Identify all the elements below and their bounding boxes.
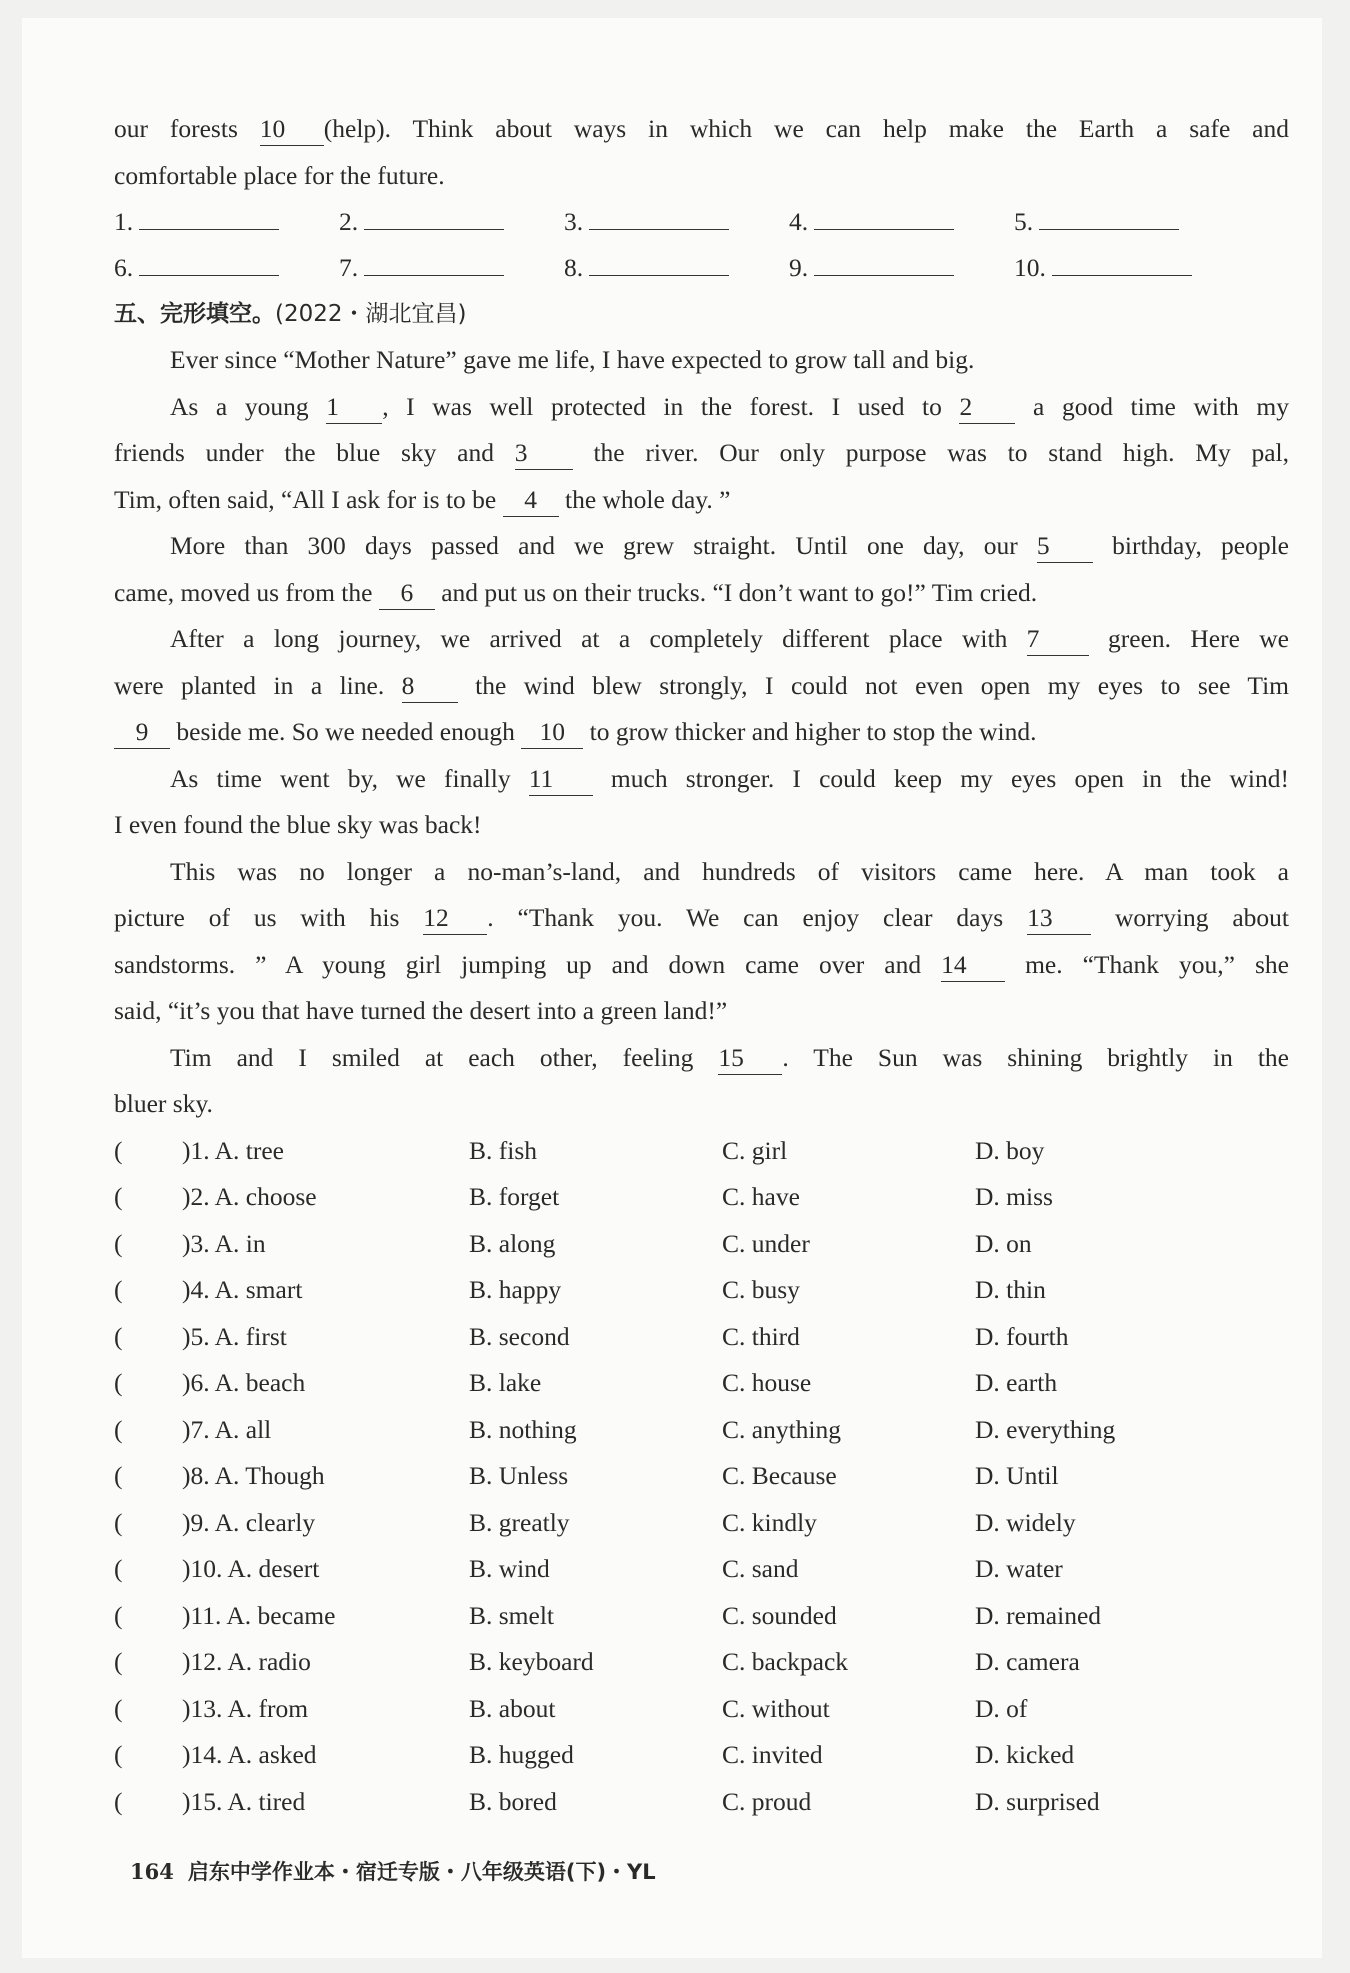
- answer-paren[interactable]: (: [114, 1228, 123, 1258]
- answer-paren[interactable]: (: [114, 1507, 123, 1537]
- option-c: C. third: [722, 1321, 800, 1351]
- answer-line[interactable]: [139, 274, 279, 276]
- question-row: [114, 1779, 1289, 1826]
- option-b: B. along: [469, 1228, 556, 1258]
- text-line: friends under the blue sky and 3 the river. Our only purpose was to stand high. My pal,: [114, 430, 1289, 477]
- option-d: D. thin: [975, 1275, 1046, 1304]
- answer-blank: 5: [1037, 531, 1093, 563]
- question-row: [114, 1267, 1289, 1314]
- option-c: C. invited: [722, 1740, 823, 1769]
- option-c: C. girl: [722, 1135, 788, 1165]
- question-row: [114, 1360, 1289, 1407]
- text-line: came, moved us from the 6 and put us on their trucks. “I don’t want to go!” Tim cried.: [114, 570, 1289, 617]
- option-d: D. earth: [975, 1368, 1058, 1397]
- answer-blank: 10: [260, 114, 324, 146]
- answer-grid: [114, 199, 1289, 291]
- question-row: [114, 1500, 1289, 1547]
- option-c: C. under: [722, 1228, 810, 1258]
- text-line: Ever since “Mother Nature” gave me life, I have expected to grow tall and big.: [170, 345, 975, 374]
- option-d: D. fourth: [975, 1321, 1069, 1351]
- answer-line[interactable]: [1039, 228, 1179, 230]
- option-a: )11. A. became: [182, 1600, 336, 1630]
- answer-paren[interactable]: (: [114, 1740, 123, 1769]
- answer-blank: 6: [379, 578, 435, 610]
- answer-blank: 1: [326, 392, 382, 424]
- answer-line[interactable]: [1052, 274, 1192, 276]
- answer-line[interactable]: [139, 228, 279, 230]
- text-line: were planted in a line. 8 the wind blew strongly, I could not even open my eyes to see Tim: [114, 663, 1289, 710]
- option-a: )9. A. clearly: [182, 1507, 316, 1537]
- section-heading: 五、完形填空。(2022・湖北宜昌): [114, 301, 467, 327]
- answer-blank: 10: [521, 717, 583, 749]
- answer-row: [114, 199, 1289, 245]
- answer-line[interactable]: [364, 228, 504, 230]
- option-c: C. Because: [722, 1461, 837, 1490]
- answer-line[interactable]: [364, 274, 504, 276]
- answer-blank: 15: [718, 1043, 782, 1075]
- option-a: )14. A. asked: [182, 1740, 317, 1769]
- option-c: C. anything: [722, 1414, 841, 1444]
- answer-blank: 13: [1027, 903, 1091, 935]
- answer-cell[interactable]: 7.: [339, 245, 564, 292]
- answer-blank: 11: [529, 764, 593, 796]
- question-row: [114, 1453, 1289, 1500]
- answer-paren[interactable]: (: [114, 1135, 123, 1165]
- text-line: picture of us with his 12 . “Thank you. We can enjoy clear days 13 worrying about: [114, 895, 1289, 942]
- option-b: B. fish: [469, 1135, 538, 1165]
- option-d: D. boy: [975, 1135, 1045, 1165]
- question-row: [114, 1732, 1289, 1779]
- option-c: C. proud: [722, 1786, 812, 1816]
- text-line: This was no longer a no-man’s-land, and hundreds of visitors came here. A man took a: [170, 856, 1289, 886]
- question-row: [114, 1686, 1289, 1733]
- page-content: [114, 106, 1289, 1825]
- option-a: )12. A. radio: [182, 1647, 311, 1676]
- option-a: )10. A. desert: [182, 1554, 320, 1583]
- answer-paren[interactable]: (: [114, 1321, 123, 1351]
- answer-blank: 2: [959, 392, 1015, 424]
- option-a: )7. A. all: [182, 1414, 272, 1444]
- option-b: B. greatly: [469, 1507, 570, 1537]
- answer-paren[interactable]: (: [114, 1368, 123, 1397]
- option-c: C. without: [722, 1693, 830, 1723]
- option-d: D. miss: [975, 1182, 1053, 1211]
- option-c: C. kindly: [722, 1507, 817, 1537]
- answer-blank: 4: [503, 485, 559, 517]
- option-b: B. bored: [469, 1786, 557, 1816]
- text-line: I even found the blue sky was back!: [114, 810, 482, 839]
- answer-blank: 12: [423, 903, 487, 935]
- option-d: D. Until: [975, 1461, 1059, 1490]
- option-d: D. widely: [975, 1507, 1076, 1537]
- text-line: As a young 1 , I was well protected in the forest. I used to 2 a good time with my: [114, 384, 1289, 431]
- answer-paren[interactable]: (: [114, 1600, 123, 1630]
- page-footer: [130, 1856, 656, 1886]
- answer-cell[interactable]: 4.: [789, 199, 1014, 246]
- option-d: D. remained: [975, 1600, 1102, 1630]
- option-a: )2. A. choose: [182, 1182, 317, 1211]
- question-row: [114, 1546, 1289, 1593]
- text-line: Tim and I smiled at each other, feeling 15 . The Sun was shining brightly in the: [114, 1035, 1289, 1082]
- option-b: B. wind: [469, 1554, 550, 1583]
- question-row: [114, 1639, 1289, 1686]
- option-d: D. everything: [975, 1414, 1116, 1444]
- text-line: More than 300 days passed and we grew straight. Until one day, our 5 birthday, people: [114, 523, 1289, 570]
- option-d: D. camera: [975, 1647, 1080, 1676]
- answer-paren[interactable]: (: [114, 1275, 123, 1304]
- answer-blank: 8: [402, 671, 458, 703]
- answer-blank: 14: [941, 950, 1005, 982]
- option-b: B. Unless: [469, 1461, 569, 1490]
- question-row: [114, 1407, 1289, 1454]
- option-b: B. forget: [469, 1182, 560, 1211]
- option-d: D. on: [975, 1228, 1032, 1258]
- text-line: said, “it’s you that have turned the desert into a green land!”: [114, 996, 728, 1025]
- text-line: 9 beside me. So we needed enough 10 to grow thicker and higher to stop the wind.: [114, 709, 1289, 756]
- answer-paren[interactable]: (: [114, 1414, 123, 1444]
- text-line: sandstorms. ” A young girl jumping up and down came over and 14 me. “Thank you,” she: [114, 942, 1289, 989]
- answer-paren[interactable]: (: [114, 1647, 123, 1676]
- answer-blank: 7: [1027, 624, 1089, 656]
- question-row: [114, 1174, 1289, 1221]
- option-c: C. house: [722, 1368, 812, 1397]
- answer-line[interactable]: [814, 274, 954, 276]
- answer-cell[interactable]: 2.: [339, 199, 564, 246]
- option-a: )1. A. tree: [182, 1135, 284, 1165]
- answer-cell[interactable]: 10.: [1014, 245, 1239, 292]
- option-b: B. hugged: [469, 1740, 574, 1769]
- option-a: )6. A. beach: [182, 1368, 306, 1397]
- answer-blank: 3: [515, 438, 573, 470]
- option-a: )3. A. in: [182, 1228, 266, 1258]
- option-a: )8. A. Though: [182, 1461, 325, 1490]
- page-number: 164: [130, 1859, 174, 1884]
- text-line: After a long journey, we arrived at a completely different place with 7 green. Here we: [114, 616, 1289, 663]
- answer-blank: 9: [114, 717, 170, 749]
- option-b: B. keyboard: [469, 1647, 594, 1676]
- option-c: C. sand: [722, 1554, 799, 1583]
- cloze-passage: [114, 337, 1289, 1128]
- answer-cell[interactable]: 3.: [564, 199, 789, 246]
- option-c: C. backpack: [722, 1647, 849, 1676]
- answer-cell[interactable]: 1.: [114, 199, 339, 246]
- option-d: D. surprised: [975, 1786, 1100, 1816]
- text-line: bluer sky.: [114, 1089, 213, 1118]
- answer-cell[interactable]: 9.: [789, 245, 1014, 292]
- option-b: B. nothing: [469, 1414, 577, 1444]
- option-d: D. water: [975, 1554, 1063, 1583]
- question-list: [114, 1128, 1289, 1826]
- option-b: B. lake: [469, 1368, 542, 1397]
- answer-paren[interactable]: (: [114, 1554, 123, 1583]
- worksheet-page: [22, 18, 1322, 1958]
- book-title: 启东中学作业本・宿迁专版・八年级英语(下)・YL: [187, 1860, 656, 1884]
- option-a: )4. A. smart: [182, 1275, 303, 1304]
- answer-cell[interactable]: 6.: [114, 245, 339, 292]
- text-line: our forests 10 (help). Think about ways in which we can help make the Earth a safe and: [114, 106, 1289, 153]
- option-c: C. busy: [722, 1275, 800, 1304]
- answer-line[interactable]: [589, 274, 729, 276]
- answer-paren[interactable]: (: [114, 1461, 123, 1490]
- option-a: )5. A. first: [182, 1321, 287, 1351]
- option-a: )15. A. tired: [182, 1786, 306, 1816]
- answer-cell[interactable]: 5.: [1014, 199, 1239, 246]
- text-line: Tim, often said, “All I ask for is to be 4 the whole day. ”: [114, 477, 1289, 524]
- question-row: [114, 1221, 1289, 1268]
- answer-paren[interactable]: (: [114, 1786, 123, 1816]
- option-c: C. sounded: [722, 1600, 837, 1630]
- text-line: comfortable place for the future.: [114, 160, 445, 190]
- answer-paren[interactable]: (: [114, 1182, 123, 1211]
- option-d: D. kicked: [975, 1740, 1075, 1769]
- section-source: (2022・湖北宜昌): [275, 301, 467, 327]
- text-line: As time went by, we finally 11 much stronger. I could keep my eyes open in the wind!: [114, 756, 1289, 803]
- option-d: D. of: [975, 1693, 1028, 1723]
- answer-cell[interactable]: 8.: [564, 245, 789, 292]
- question-row: [114, 1314, 1289, 1361]
- option-b: B. about: [469, 1693, 556, 1723]
- answer-line[interactable]: [814, 228, 954, 230]
- question-row: [114, 1128, 1289, 1175]
- answer-row: [114, 245, 1289, 291]
- option-b: B. second: [469, 1321, 570, 1351]
- option-c: C. have: [722, 1182, 800, 1211]
- question-row: [114, 1593, 1289, 1640]
- option-a: )13. A. from: [182, 1693, 309, 1723]
- answer-line[interactable]: [589, 228, 729, 230]
- option-b: B. happy: [469, 1275, 562, 1304]
- option-b: B. smelt: [469, 1600, 555, 1630]
- answer-paren[interactable]: (: [114, 1693, 123, 1723]
